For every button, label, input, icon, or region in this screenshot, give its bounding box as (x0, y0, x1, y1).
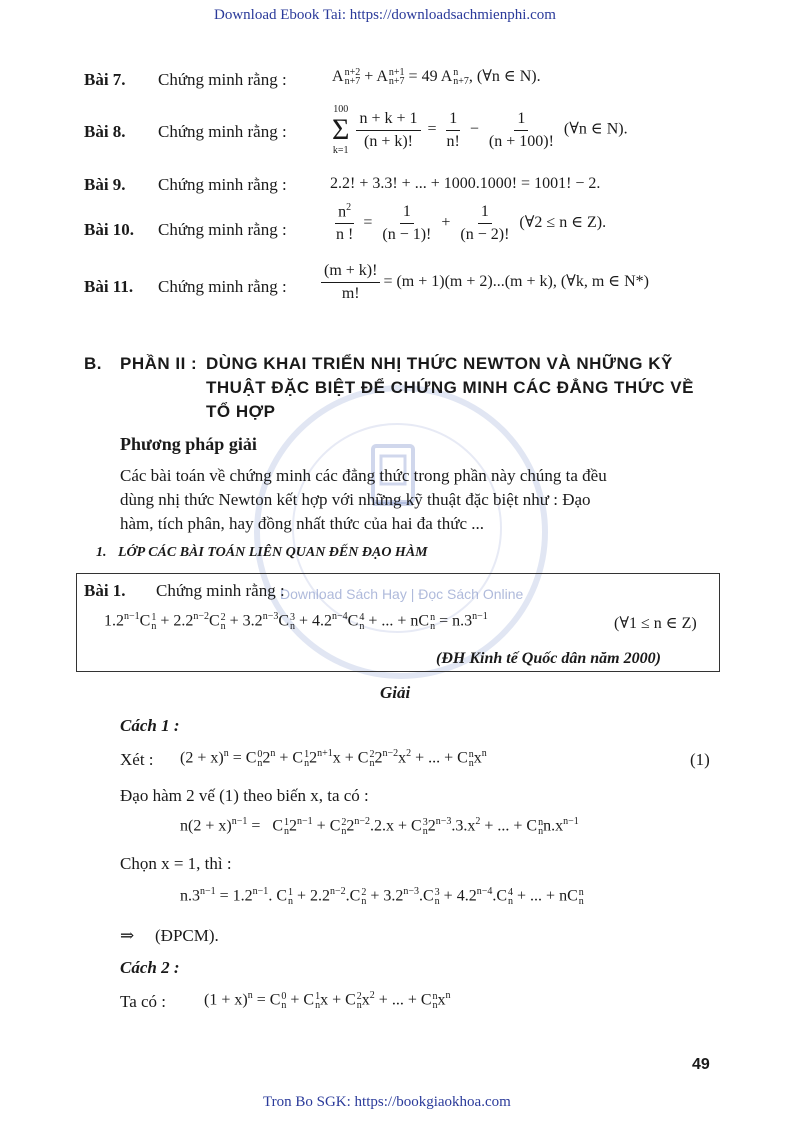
substitution-formula: $n.3^{n-1} = 1.2^{n-1}$. C 1 n + $2.2^{n-2}.C$ 2 n + $3.2^{n-3}.C$ 3 n + $4.2^{n-4}.C$ 4 n + ... + nC n n (180, 886, 584, 907)
method-heading: Phương pháp giải (120, 434, 257, 454)
choose-text: Chọn x = 1, thì : (120, 854, 232, 873)
problem-label: Bài 1. (84, 581, 126, 600)
footer-link[interactable]: Tron Bo SGK: https://bookgiaokhoa.com (263, 1094, 511, 1110)
exercise-formula: $\frac{n^2}{n !}$ = $\frac{1}{(n - 1)!}$ + $\frac{1}{(n - 2)!}$ (∀2 ≤ n ∈ Z). (336, 202, 607, 244)
section-title-line: DÙNG KHAI TRIỂN NHỊ THỨC NEWTON VÀ NHỮNG KỸ (206, 354, 673, 373)
exercise-formula: 100 Σ k=1 $\frac{n + k + 1}{(n + k)!}$ = $\frac{1}{n!}$ − $\frac{1}{(n + 100)!}$ (∀n ∈ N). (332, 104, 628, 156)
exercise-condition: (∀n ∈ N). (563, 120, 628, 138)
exercise-condition: (∀2 ≤ n ∈ Z). (519, 213, 607, 231)
derivative-formula: $n(2 + x)^{n-1} = C$ 1 n $2^{n-1} + C$ 2 n $2^{n-2}.2.x + C$ 3 n $2^{n-3}.3.x^2$ + ... + C n n $n.x^{n-1}$ (180, 816, 579, 837)
exercise-label: Bài 8. (84, 122, 126, 141)
exercise-prompt: Chứng minh rằng : (158, 70, 287, 89)
exercise-prompt: Chứng minh rằng : (158, 220, 287, 239)
derivative-text: Đạo hàm 2 vế (1) theo biến x, ta có : (120, 786, 369, 805)
exercise-condition: = (m + 1)(m + 2)...(m + k), (∀k, m ∈ N*) (383, 273, 650, 291)
exercise-prompt: Chứng minh rằng : (158, 277, 287, 296)
exercise-condition: , (∀n ∈ N). (468, 68, 541, 85)
exercise-label: Bài 11. (84, 277, 134, 296)
implies-arrow: ⇒ (120, 926, 135, 945)
exercise-label: Bài 7. (84, 70, 126, 89)
method-text: Các bài toán về chứng minh các đẳng thức trong phần này chúng ta đều (120, 466, 607, 485)
we-have-label: Ta có : (120, 992, 167, 1011)
binomial-expansion-2: $(1 + x)^n = C$ 0 n + C 1 n x + C 2 n $x^2$ + ... + C n n $x^n$ (204, 990, 451, 1011)
equation-number: (1) (690, 750, 710, 769)
consider-label: Xét : (120, 750, 154, 769)
exercise-label: Bài 10. (84, 220, 135, 239)
method-text: hàm, tích phân, hay đồng nhất thức của hai đa thức ... (120, 514, 484, 533)
exercise-formula: A n+2 n+7 + A n+1 n+7 = 49 A n n+7 , (∀n ∈ N). (332, 67, 541, 88)
solution-heading: Giải (380, 683, 411, 702)
exercise-label: Bài 9. (84, 175, 126, 194)
exercise-formula: $\frac{(m + k)!}{m!}$ = (m + 1)(m + 2)...(m + k), (∀k, m ∈ N*) (318, 262, 649, 303)
binomial-expansion: $(2 + x)^n = C$ 0 n $2^n + C$ 1 n $2^{n+1}x + C$ 2 n $2^{n-2}x^2$ + ... + C n n $x^n$ (180, 748, 487, 769)
section-title-line: TỔ HỢP (206, 402, 276, 421)
problem-formula: $1.2^{n-1}C$ 1 n + $2.2^{n-2}C$ 2 n + $3.2^{n-3}C$ 3 n + $4.2^{n-4}C$ 4 n + ... + nC n n = $n.3^{n-1}$ (104, 611, 488, 632)
page-number: 49 (692, 1056, 710, 1073)
problem-prompt: Chứng minh rằng : (156, 581, 285, 600)
section-marker: B. (84, 354, 102, 373)
method1-heading: Cách 1 : (120, 716, 180, 735)
conclusion: (ĐPCM). (155, 926, 219, 945)
sum-symbol: 100 Σ k=1 (332, 104, 350, 156)
exercise-prompt: Chứng minh rằng : (158, 122, 287, 141)
method2-heading: Cách 2 : (120, 958, 180, 977)
watermark-text: Download Sách Hay | Đọc Sách Online (280, 586, 524, 602)
subsection-title: LỚP CÁC BÀI TOÁN LIÊN QUAN ĐẾN ĐẠO HÀM (118, 545, 428, 560)
subsection-number: 1. (96, 545, 107, 560)
section-title-line: THUẬT ĐẶC BIỆT ĐỂ CHỨNG MINH CÁC ĐẲNG THỨC VỀ (206, 378, 694, 397)
section-title-prefix: PHẦN II : (120, 354, 198, 373)
method-text: dùng nhị thức Newton kết hợp với những kỹ thuật đặc biệt như : Đạo (120, 490, 591, 509)
problem-source: (ĐH Kinh tế Quốc dân năm 2000) (436, 650, 661, 667)
exercise-formula: 2.2! + 3.3! + ... + 1000.1000! = 1001! − 2. (330, 175, 601, 192)
exercise-prompt: Chứng minh rằng : (158, 175, 287, 194)
problem-condition: (∀1 ≤ n ∈ Z) (614, 615, 697, 632)
download-link[interactable]: Download Ebook Tai: https://downloadsachmienphi.com (214, 7, 556, 23)
